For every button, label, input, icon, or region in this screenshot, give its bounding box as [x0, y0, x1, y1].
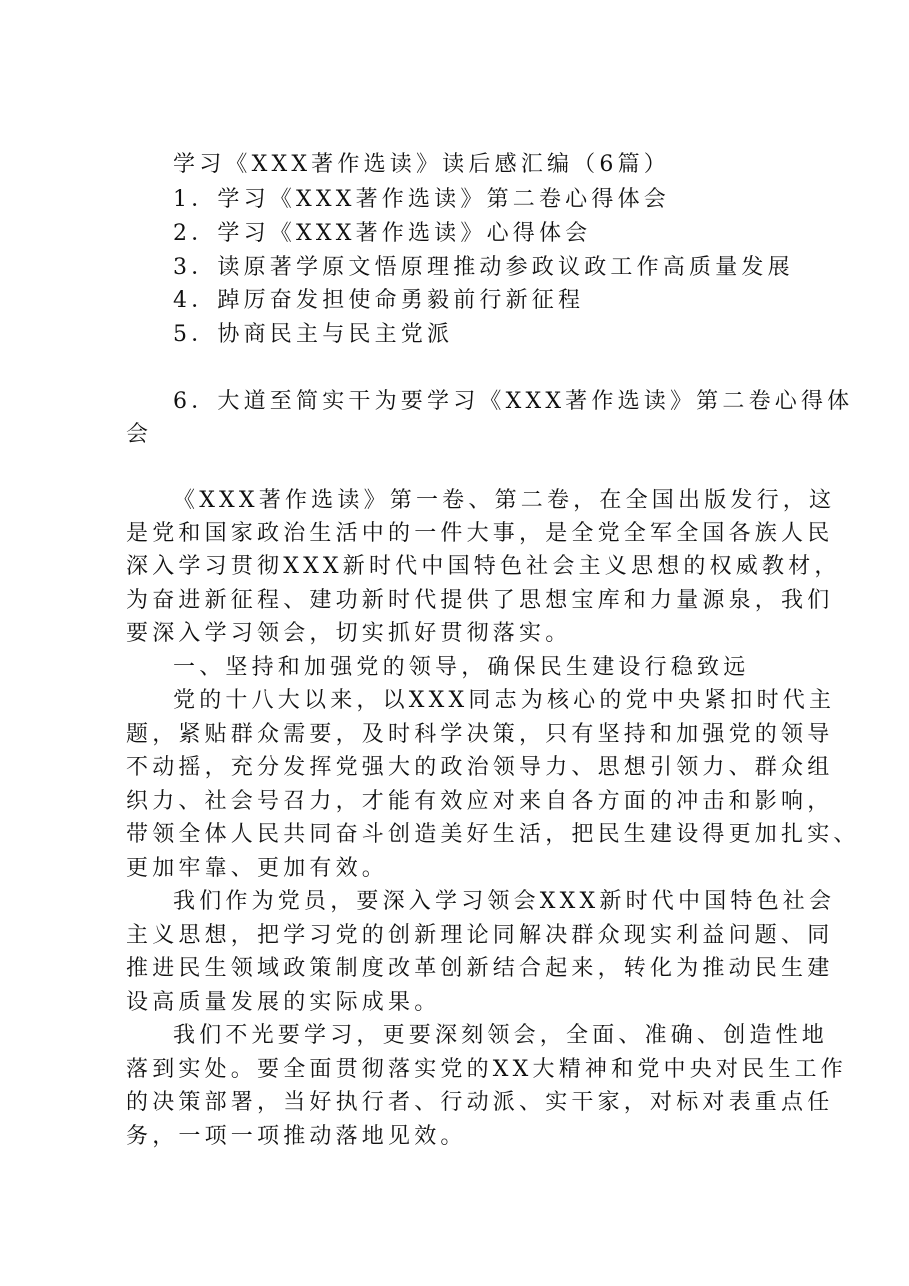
toc-item-6-line1: 6．大道至简实干为要学习《XXX著作选读》第二卷心得体 [173, 389, 854, 414]
toc-item-5: 5．协商民主与民主党派 [173, 322, 454, 347]
paragraph-line: 党的十八大以来，以XXX同志为核心的党中央紧扣时代主 [173, 688, 836, 713]
paragraph-line: 题，紧贴群众需要，及时科学决策，只有坚持和加强党的领导 [126, 722, 834, 747]
paragraph-line: 我们不光要学习，更要深刻领会，全面、准确、创造性地 [173, 1023, 829, 1048]
document-title: 学习《XXX著作选读》读后感汇编（6篇） [173, 152, 670, 177]
toc-item-3: 3．读原著学原文悟原理推动参政议政工作高质量发展 [173, 255, 794, 280]
paragraph-line: 《XXX著作选读》第一卷、第二卷，在全国出版发行，这 [173, 488, 836, 513]
section-heading: 一、坚持和加强党的领导，确保民生建设行稳致远 [173, 655, 750, 680]
toc-item-4: 4．踔厉奋发担使命勇毅前行新征程 [173, 288, 585, 313]
paragraph-line: 务，一项一项推动落地见效。 [126, 1124, 467, 1149]
toc-item-6-line2: 会 [126, 422, 153, 447]
paragraph-line: 我们作为党员，要深入学习领会XXX新时代中国特色社会 [173, 889, 836, 914]
paragraph-line: 的决策部署，当好执行者、行动派、实干家，对标对表重点任 [126, 1090, 834, 1115]
paragraph-line: 为奋进新征程、建功新时代提供了思想宝库和力量源泉，我们 [126, 588, 834, 613]
paragraph-line: 主义思想，把学习党的创新理论同解决群众现实利益问题、同 [126, 923, 834, 948]
paragraph-line: 推进民生领域政策制度改革创新结合起来，转化为推动民生建 [126, 956, 834, 981]
paragraph-line: 更加牢靠、更加有效。 [126, 856, 389, 881]
paragraph-line: 落到实处。要全面贯彻落实党的XX大精神和党中央对民生工作 [126, 1057, 847, 1082]
paragraph-line: 不动摇，充分发挥党强大的政治领导力、思想引领力、群众组 [126, 755, 834, 780]
toc-item-1: 1．学习《XXX著作选读》第二卷心得体会 [173, 187, 670, 212]
toc-item-2: 2．学习《XXX著作选读》心得体会 [173, 221, 592, 246]
paragraph-line: 设高质量发展的实际成果。 [126, 990, 441, 1015]
paragraph-line: 深入学习贯彻XXX新时代中国特色社会主义思想的权威教材， [126, 554, 841, 579]
paragraph-line: 要深入学习领会，切实抓好贯彻落实。 [126, 621, 572, 646]
paragraph-line: 织力、社会号召力，才能有效应对来自各方面的冲击和影响， [126, 789, 834, 814]
paragraph-line: 是党和国家政治生活中的一件大事，是全党全军全国各族人民 [126, 521, 834, 546]
paragraph-line: 带领全体人民共同奋斗创造美好生活，把民生建设得更加扎实、 [126, 822, 860, 847]
